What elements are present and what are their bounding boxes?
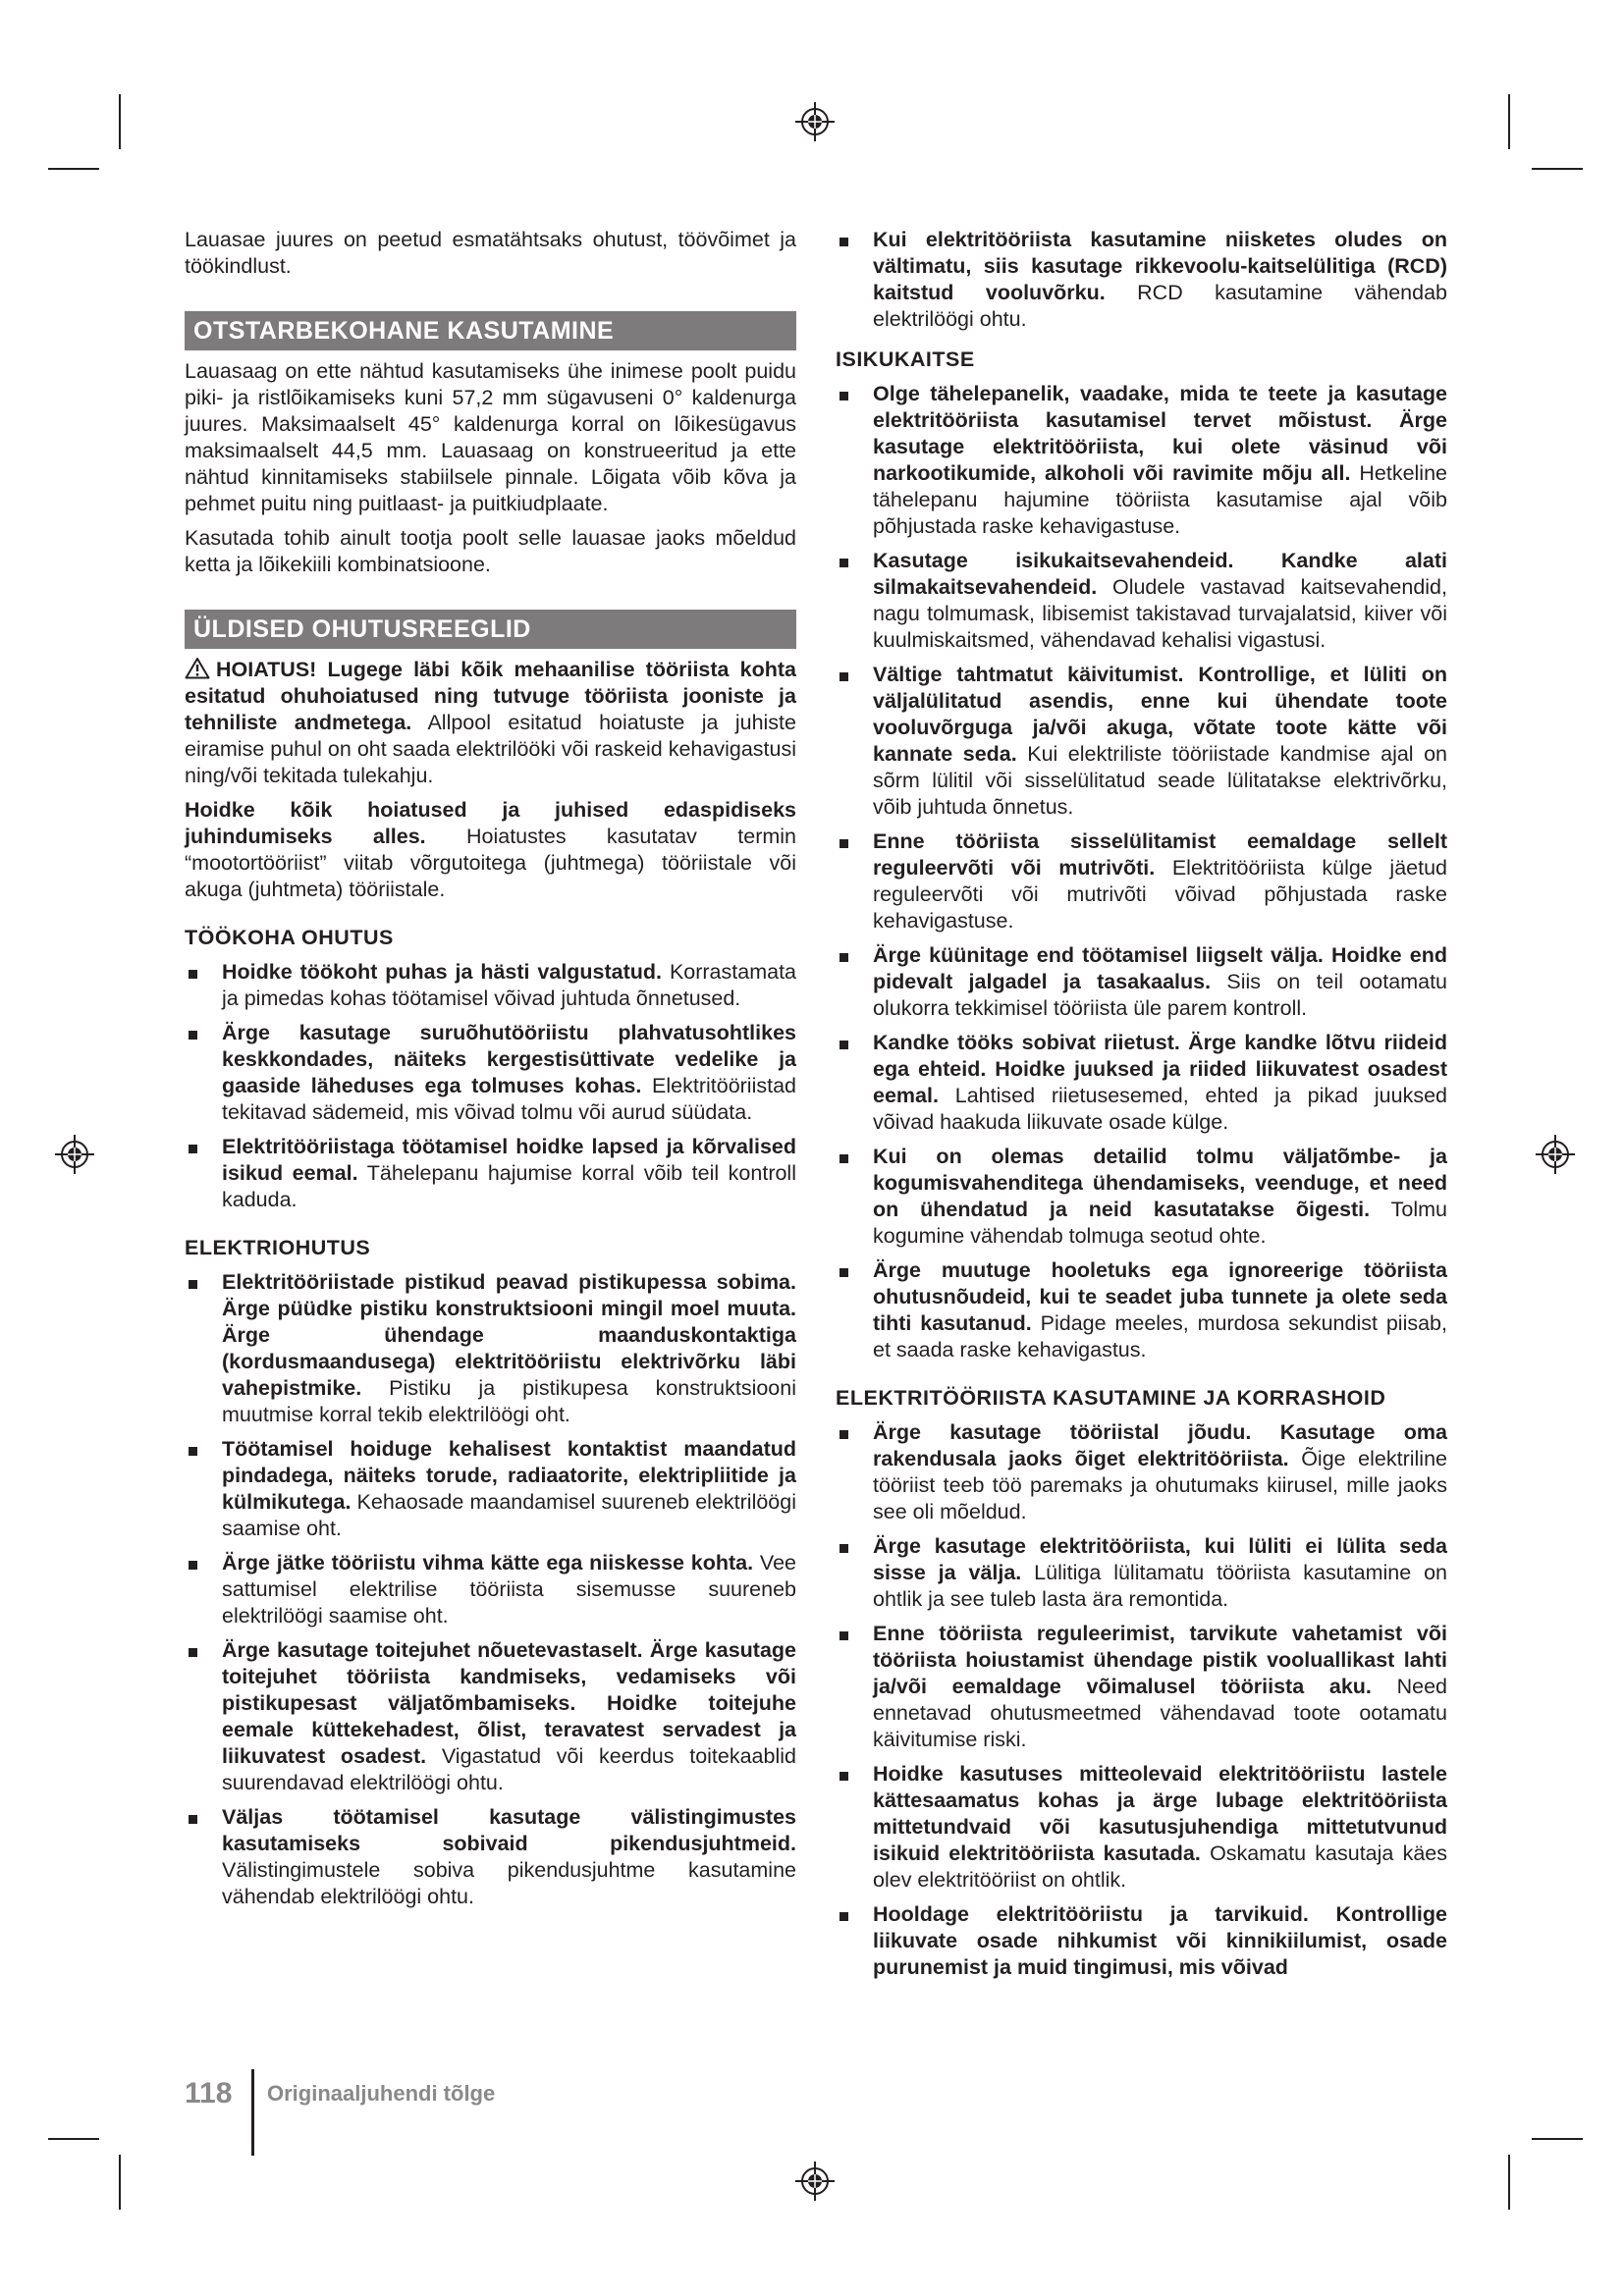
intended-use-paragraph: Lauasaag on ette nähtud kasutamiseks ühe inimese poolt puidu piki- ja ristlõikamiseks kuni 57,2 mm sügavuseni 0° kaldenurga juures. Maksimaalselt 45° kaldenurga korral on lõikesügavus maksimaalselt 44,5 mm. Lauasaag on konstrueeritud ja ette nähtud kinnitamiseks stabiilsele pinnale. Lõigata võib kõva ja pehmet puitu ning puitlaast- ja puitkiudplaate. xyxy=(185,359,796,515)
item-text: Kui elektriliste tööriistade kandmise ajal on sõrm lülitil või sisselülitatud seade lülitatakse elektrivõrku, võib juhtuda õnnetus. xyxy=(873,742,1447,819)
workplace-safety-list xyxy=(185,959,796,1213)
footer-title: Originaaljuhendi tõlge xyxy=(267,2081,496,2106)
item-text: Vigastatud või keerdus toitekaablid suurendavad elektrilöögi ohtu. xyxy=(222,1744,796,1794)
item-text: RCD kasutamine vähendab elektrilöögi ohtu. xyxy=(873,281,1447,331)
list-item xyxy=(185,1134,796,1213)
crop-mark xyxy=(1532,2138,1583,2140)
registration-mark-icon xyxy=(1536,1135,1575,1174)
list-item xyxy=(836,1144,1447,1250)
warning-bold-text: HOIATUS! Lugege läbi kõik mehaanilise tööriista kohta esitatud ohuhoiatused ning tutvuge tööriista jooniste ja tehniliste andmetega. xyxy=(185,658,796,734)
item-bold-text: Väljas töötamisel kasutage välistingimustes kasutamiseks sobivaid pikendusjuhtmeid. xyxy=(222,1805,796,1855)
item-text: Pidage meeles, murdosa sekundist piisab, et saada raske kehavigastus. xyxy=(873,1311,1447,1362)
list-item xyxy=(836,828,1447,934)
item-bold-text: Hooldage elektritööriistu ja tarvikuid. Kontrollige liikuvate osade nihkumist või kinnikiilumist, osade purunemist ja muid tingimusi, mis võivad xyxy=(873,1902,1447,1979)
item-bold-text: Hoidke töökoht puhas ja hästi valgustatud. xyxy=(222,960,663,984)
crop-mark xyxy=(48,168,99,170)
list-item xyxy=(185,959,796,1012)
intro-paragraph: Lauasae juures on peetud esmatähtsaks ohutust, töövõimet ja töökindlust. xyxy=(185,228,796,278)
crop-mark xyxy=(1508,94,1510,149)
subheading-workplace-safety: TÖÖKOHA OHUTUS xyxy=(185,926,394,949)
list-item xyxy=(836,1533,1447,1613)
warning-triangle-icon xyxy=(185,657,210,679)
list-item xyxy=(836,942,1447,1022)
item-bold-text: Ärge küünitage end töötamisel liigselt välja. Hoidke end pidevalt jalgadel ja tasakaalus. xyxy=(873,943,1447,993)
item-text: Välistingimustele sobiva pikendusjuhtme kasutamine vähendab elektrilöögi ohtu. xyxy=(222,1858,796,1908)
item-text: Kehaosade maandamisel suureneb elektrilöögi saamise oht. xyxy=(222,1490,796,1540)
section-banner-general-safety: ÜLDISED OHUTUSREEGLID xyxy=(185,610,796,649)
item-bold-text: Ärge kasutage tööriistal jõudu. Kasutage oma rakendusala jaoks õiget elektritööriista. xyxy=(873,1420,1447,1470)
item-bold-text: Ärge kasutage suruõhutööriistu plahvatusohtlikes keskkondades, näiteks kergestisüttivate vedelike ja gaaside läheduses ega tolmuses kohas. xyxy=(222,1021,796,1097)
item-text: Pistiku ja pistikupesa konstruktsiooni muutmise korral tekib elektrilöögi oht. xyxy=(222,1376,796,1426)
crop-mark xyxy=(119,94,121,149)
crop-mark xyxy=(119,2155,121,2210)
item-text: Vee sattumisel elektrilise tööriista sisemusse suureneb elektrilöögi saamise oht. xyxy=(222,1551,796,1628)
crop-mark xyxy=(1508,2155,1510,2210)
list-item xyxy=(836,1419,1447,1525)
rcd-list xyxy=(836,227,1447,333)
list-item xyxy=(836,1030,1447,1136)
keep-instructions-paragraph xyxy=(185,797,796,903)
crop-mark xyxy=(1532,168,1583,170)
list-item xyxy=(185,1436,796,1542)
item-bold-text: Kasutage isikukaitsevahendeid. Kandke alati silmakaitsevahendeid. xyxy=(873,549,1447,599)
crop-mark xyxy=(48,2138,99,2140)
item-text: Hetkeline tähelepanu hajumine tööriista kasutamise ajal võib põhjustada raske kehavigastuse. xyxy=(873,461,1448,538)
item-text: Lülitiga lülitamatu tööriista kasutamine on ohtlik ja see tuleb lasta ära remontida. xyxy=(873,1561,1447,1611)
item-text: Tähelepanu hajumise korral võib teil kontroll kaduda. xyxy=(222,1161,796,1211)
item-text: Õige elektriline tööriist teeb töö paremaks ja ohutumaks kiirusel, mille jaoks see oli mõeldud. xyxy=(873,1447,1447,1523)
keep-bold-text: Hoidke kõik hoiatused ja juhised edaspidiseks juhindumiseks alles. xyxy=(185,798,796,848)
item-bold-text: Ärge kasutage toitejuhet nõuetevastaselt. Ärge kasutage toitejuhet tööriista kandmiseks, vedamiseks või pistikupesast väljatõmbamiseks. Hoidke toitejuhe eemale küttekehadest, õlist, teravatest servadest ja liikuvatest osadest. xyxy=(222,1638,796,1768)
item-bold-text: Elektritööriistade pistikud peavad pistikupessa sobima. Ärge püüdke pistiku konstruktsiooni mingil moel muuta. Ärge ühendage maanduskontaktiga (kordusmaandusega) elektritööriistu elektrivõrku läbi vahepistmike. xyxy=(222,1270,796,1400)
item-bold-text: Kandke tööks sobivat riietust. Ärge kandke lõtvu riideid ega ehteid. Hoidke juuksed ja riided liikuvatest osadest eemal. xyxy=(873,1031,1447,1107)
registration-mark-icon xyxy=(795,2162,835,2201)
item-bold-text: Ärge jätke tööriistu vihma kätte ega niiskesse kohta. xyxy=(222,1551,754,1575)
subheading-tool-use: ELEKTRITÖÖRIISTA KASUTAMINE JA KORRASHOID xyxy=(836,1386,1386,1410)
item-bold-text: Olge tähelepanelik, vaadake, mida te teete ja kasutage elektritööriista kasutamisel tervet mõistust. Ärge kasutage elektritööriista, kui olete väsinud või narkootikumide, alkoholi või ravimite mõju all. xyxy=(873,382,1447,485)
registration-mark-icon xyxy=(795,102,835,141)
list-item xyxy=(185,1804,796,1910)
list-item xyxy=(185,1020,796,1126)
intended-use-paragraph: Kasutada tohib ainult tootja poolt selle lauasae jaoks mõeldud ketta ja lõikekiili kombinatsioone. xyxy=(185,526,796,576)
item-text: Elektritööriistad tekitavad sädemeid, mis võivad tolmu või aurud süüdata. xyxy=(222,1074,796,1124)
warning-text: Allpool esitatud hoiatuste ja juhiste eiramise puhul on oht saada elektrilööki või raskeid kehavigastusi ning/või tekitada tulekahju. xyxy=(185,711,796,787)
list-item xyxy=(836,1901,1447,1981)
item-text: Korrastamata ja pimedas kohas töötamisel võivad juhtuda õnnetused. xyxy=(222,960,796,1010)
list-item xyxy=(836,381,1447,540)
item-bold-text: Enne tööriista reguleerimist, tarvikute vahetamist või tööriista hoiustamist ühendage pistik vooluallikast lahti ja/või eemaldage võimalusel tööriista aku. xyxy=(873,1622,1447,1698)
personal-safety-list xyxy=(836,381,1447,1363)
page-number: 118 xyxy=(185,2077,233,2109)
keep-text: Hoiatustes kasutatav termin “mootortööriist” viitab võrgutoitega (juhtmega) tööriistale või akuga (juhtmeta) tööriistale. xyxy=(185,825,796,901)
tool-use-list xyxy=(836,1419,1447,1981)
list-item xyxy=(836,227,1447,333)
item-text: Siis on teil ootamatu olukorra tekkimisel tööriista üle parem kontroll. xyxy=(873,970,1447,1020)
warning-paragraph xyxy=(185,657,796,789)
electrical-safety-list xyxy=(185,1269,796,1910)
list-item xyxy=(836,1621,1447,1753)
item-bold-text: Kui on olemas detailid tolmu väljatõmbe- ja kogumisvahenditega ühendamiseks, veenduge, et need on ühendatud ja neid kasutatakse õigesti. xyxy=(873,1145,1447,1221)
footer-divider xyxy=(251,2069,254,2156)
item-bold-text: Ärge muutuge hooletuks ega ignoreerige tööriista ohutusnõudeid, kui te seadet juba tunnete ja olete seda tihti kasutanud. xyxy=(873,1258,1447,1335)
right-column xyxy=(836,227,1447,1989)
list-item xyxy=(836,1761,1447,1894)
item-text: Oskamatu kasutaja käes olev elektritööriist on ohtlik. xyxy=(873,1842,1447,1892)
list-item xyxy=(185,1550,796,1629)
item-bold-text: Hoidke kasutuses mitteolevaid elektritööriistu lastele kättesaamatus kohas ja ärge lubage elektritööriista mittetundvaid või kasutusjuhendiga mittetutvunud isikuid elektritööriista kasutada. xyxy=(873,1762,1447,1865)
item-bold-text: Ärge kasutage elektritööriista, kui lüliti ei lülita seda sisse ja välja. xyxy=(873,1534,1447,1584)
section-banner-intended-use: OTSTARBEKOHANE KASUTAMINE xyxy=(185,311,796,350)
item-text: Oludele vastavad kaitsevahendid, nagu tolmumask, libisemist takistavad turvajalatsid, kiiver või kuulmiskaitsmed, vähendavad kehalisi vigastusi. xyxy=(873,575,1447,652)
item-text: Elektritööriista külge jäetud reguleervõti või mutrivõti võivad põhjustada raske kehavigastuse. xyxy=(873,856,1447,933)
item-bold-text: Elektritööriistaga töötamisel hoidke lapsed ja kõrvalised isikud eemal. xyxy=(222,1135,796,1185)
list-item xyxy=(836,548,1447,654)
list-item xyxy=(185,1269,796,1428)
left-column xyxy=(185,227,796,1918)
subheading-electrical-safety: ELEKTRIOHUTUS xyxy=(185,1236,371,1259)
list-item xyxy=(185,1637,796,1796)
item-bold-text: Vältige tahtmatut käivitumist. Kontrollige, et lüliti on väljalülitatud asendis, enne kui ühendate toote vooluvõrguga ja/või akuga, võtate toote kätte või kannate seda. xyxy=(873,663,1447,766)
item-bold-text: Töötamisel hoiduge kehalisest kontaktist maandatud pindadega, näiteks torude, radiaatorite, elektripliitide ja külmikutega. xyxy=(222,1437,796,1514)
list-item xyxy=(836,662,1447,821)
list-item xyxy=(836,1257,1447,1363)
item-text: Need ennetavad ohutusmeetmed vähendavad toote ootamatu käivitumise riski. xyxy=(873,1675,1447,1751)
registration-mark-icon xyxy=(55,1135,94,1174)
item-text: Tolmu kogumine vähendab tolmuga seotud ohte. xyxy=(873,1198,1448,1248)
subheading-personal-safety: ISIKUKAITSE xyxy=(836,347,975,371)
item-bold-text: Enne tööriista sisselülitamist eemaldage sellelt reguleervõti või mutrivõti. xyxy=(873,829,1447,880)
item-text: Lahtised riietusesemed, ehted ja pikad juuksed võivad haakuda liikuvate osade külge. xyxy=(873,1084,1447,1134)
item-bold-text: Kui elektritööriista kasutamine niisketes oludes on vältimatu, siis kasutage rikkevoolu-kaitselülitiga (RCD) kaitstud vooluvõrku. xyxy=(873,228,1447,304)
